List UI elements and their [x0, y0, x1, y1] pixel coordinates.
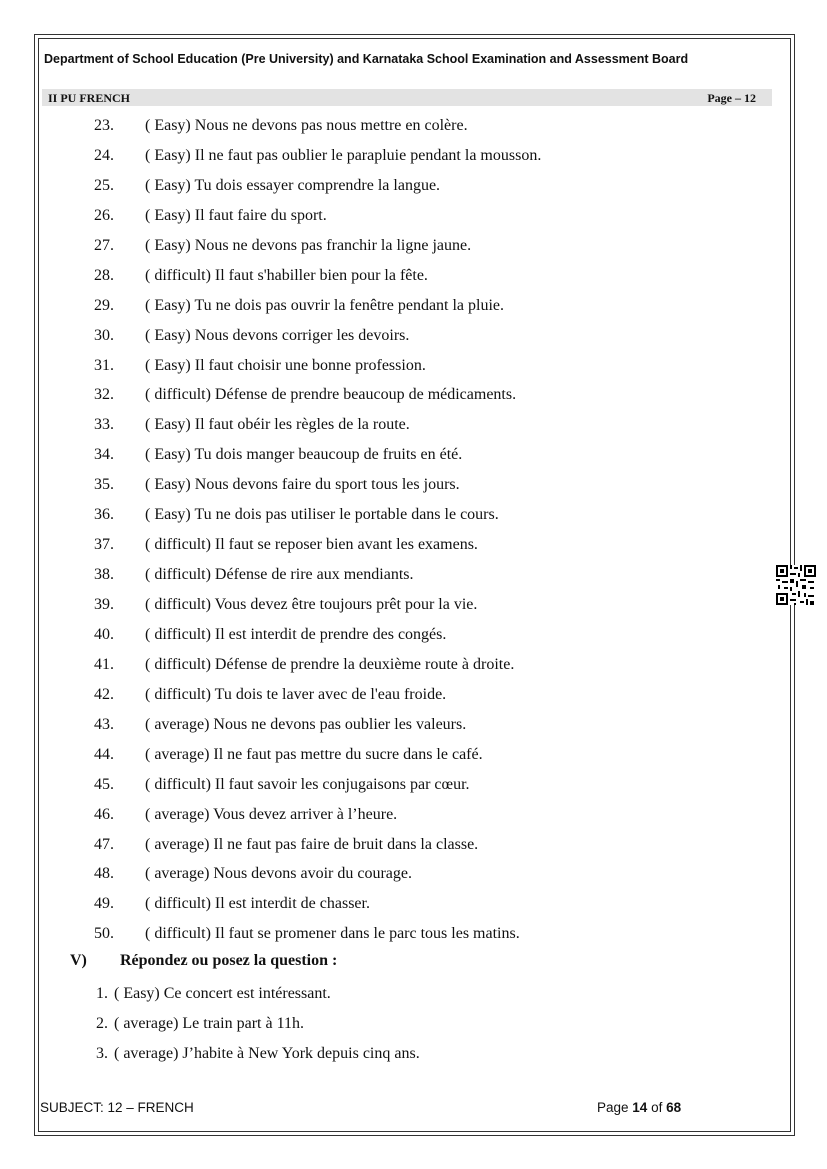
list-item-text: ( Easy) Il faut faire du sport. — [145, 206, 327, 224]
board-title: Department of School Education (Pre University) and Karnataka School Examination and Assessment Board — [44, 52, 689, 66]
page-label: Page – 12 — [707, 91, 756, 105]
section-heading — [70, 952, 337, 970]
list-item-number: 31. — [94, 356, 114, 374]
list-item-number: 26. — [94, 206, 114, 224]
question-list — [0, 114, 827, 952]
list-item-text: ( difficult) Il est interdit de chasser. — [145, 895, 370, 913]
list-item — [0, 204, 827, 234]
list-item-text: ( difficult) Il faut s'habiller bien pour la fête. — [145, 266, 428, 284]
list-item — [0, 174, 827, 204]
list-item-number: 45. — [94, 775, 114, 793]
list-item — [0, 413, 827, 443]
list-item-number: 32. — [94, 386, 114, 404]
list-item — [0, 623, 827, 653]
list-item-number: 44. — [94, 745, 114, 763]
list-item — [0, 833, 827, 863]
list-item — [0, 713, 827, 743]
footer-page-number — [597, 1100, 681, 1115]
list-item — [0, 803, 827, 833]
footer-page-current: 14 — [632, 1100, 648, 1115]
footer-page-prefix: Page — [597, 1100, 629, 1115]
list-item-text: ( average) Vous devez arriver à l’heure. — [145, 805, 398, 823]
list-item-text: ( difficult) Tu dois te laver avec de l'eau froide. — [145, 685, 447, 703]
list-item-text: ( Easy) Il faut choisir une bonne profession. — [145, 356, 426, 374]
question-item — [0, 1012, 827, 1042]
qr-code-icon — [776, 565, 816, 605]
list-item — [0, 773, 827, 803]
list-item — [0, 922, 827, 952]
list-item — [0, 354, 827, 384]
list-item — [0, 683, 827, 713]
list-item-text: ( average) Nous ne devons pas oublier les valeurs. — [145, 715, 467, 733]
list-item-text: ( average) Il ne faut pas mettre du sucre dans le café. — [145, 745, 483, 763]
list-item-number: 27. — [94, 236, 114, 254]
list-item — [0, 533, 827, 563]
list-item — [0, 653, 827, 683]
question-item-text: ( Easy) Ce concert est intéressant. — [114, 985, 331, 1002]
list-item-number: 38. — [94, 566, 114, 584]
list-item-text: ( difficult) Il faut savoir les conjugaisons par cœur. — [145, 775, 470, 793]
list-item-number: 34. — [94, 446, 114, 464]
list-item — [0, 892, 827, 922]
footer-page-of: of — [651, 1100, 663, 1115]
answer-question-list — [0, 982, 827, 1072]
list-item — [0, 264, 827, 294]
list-item-text: ( Easy) Tu ne dois pas utiliser le portable dans le cours. — [145, 506, 499, 524]
question-item-number: 3. — [96, 1045, 108, 1062]
list-item — [0, 144, 827, 174]
list-item-number: 43. — [94, 715, 114, 733]
list-item-text: ( average) Nous devons avoir du courage. — [145, 865, 413, 883]
list-item-number: 36. — [94, 506, 114, 524]
question-item-text: ( average) Le train part à 11h. — [114, 1015, 304, 1032]
question-item-text: ( average) J’habite à New York depuis cinq ans. — [114, 1045, 420, 1062]
section-number: V) — [70, 952, 87, 969]
list-item-number: 40. — [94, 625, 114, 643]
list-item — [0, 234, 827, 264]
list-item-number: 24. — [94, 146, 114, 164]
list-item-text: ( Easy) Tu ne dois pas ouvrir la fenêtre pendant la pluie. — [145, 296, 505, 314]
list-item-number: 50. — [94, 925, 114, 943]
subject-header-bar — [42, 89, 772, 106]
list-item-number: 39. — [94, 596, 114, 613]
list-item-text: ( difficult) Vous devez être toujours prêt pour la vie. — [145, 596, 478, 613]
list-item-text: ( difficult) Défense de prendre beaucoup de médicaments. — [145, 386, 517, 404]
list-item — [0, 383, 827, 413]
list-item-text: ( average) Il ne faut pas faire de bruit dans la classe. — [145, 835, 479, 853]
list-item-text: ( Easy) Nous devons corriger les devoirs. — [145, 326, 410, 344]
list-item-number: 23. — [94, 117, 114, 134]
list-item — [0, 473, 827, 503]
question-item-number: 2. — [96, 1015, 108, 1032]
list-item-text: ( difficult) Il faut se reposer bien avant les examens. — [145, 536, 478, 554]
list-item-number: 46. — [94, 805, 114, 823]
list-item — [0, 324, 827, 354]
list-item-text: ( difficult) Il faut se promener dans le parc tous les matins. — [145, 925, 520, 943]
list-item-number: 28. — [94, 266, 114, 284]
list-item-text: ( difficult) Défense de prendre la deuxième route à droite. — [145, 655, 515, 673]
list-item-text: ( Easy) Il faut obéir les règles de la route. — [145, 416, 410, 434]
list-item-text: ( Easy) Nous devons faire du sport tous les jours. — [145, 476, 460, 494]
list-item-text: ( Easy) Tu dois manger beaucoup de fruits en été. — [145, 446, 463, 464]
list-item-number: 48. — [94, 865, 114, 883]
list-item — [0, 503, 827, 533]
list-item-number: 37. — [94, 536, 114, 554]
list-item-number: 29. — [94, 296, 114, 314]
list-item-text: ( difficult) Il est interdit de prendre des congés. — [145, 625, 447, 643]
list-item-number: 35. — [94, 476, 114, 494]
question-item — [0, 982, 827, 1012]
list-item-number: 25. — [94, 176, 114, 194]
list-item-text: ( Easy) Nous ne devons pas franchir la ligne jaune. — [145, 236, 472, 254]
list-item-number: 41. — [94, 655, 114, 673]
footer-subject: SUBJECT: 12 – FRENCH — [40, 1100, 194, 1115]
list-item-number: 42. — [94, 685, 114, 703]
list-item — [0, 593, 827, 623]
list-item — [0, 862, 827, 892]
list-item-text: ( Easy) Tu dois essayer comprendre la langue. — [145, 176, 441, 194]
list-item — [0, 743, 827, 773]
list-item-number: 30. — [94, 326, 114, 344]
question-item — [0, 1042, 827, 1072]
list-item-text: ( difficult) Défense de rire aux mendiants. — [145, 566, 414, 584]
footer-page-total: 68 — [666, 1100, 682, 1115]
list-item — [0, 294, 827, 324]
list-item-number: 49. — [94, 895, 114, 913]
list-item — [0, 114, 827, 144]
list-item-text: ( Easy) Il ne faut pas oublier le parapluie pendant la mousson. — [145, 146, 542, 164]
list-item-number: 47. — [94, 835, 114, 853]
list-item-text: ( Easy) Nous ne devons pas nous mettre en colère. — [145, 117, 468, 134]
list-item — [0, 443, 827, 473]
subject-label: II PU FRENCH — [48, 91, 131, 105]
question-item-number: 1. — [96, 985, 108, 1002]
section-title: Répondez ou posez la question : — [120, 952, 338, 969]
list-item — [0, 563, 827, 593]
list-item-number: 33. — [94, 416, 114, 434]
